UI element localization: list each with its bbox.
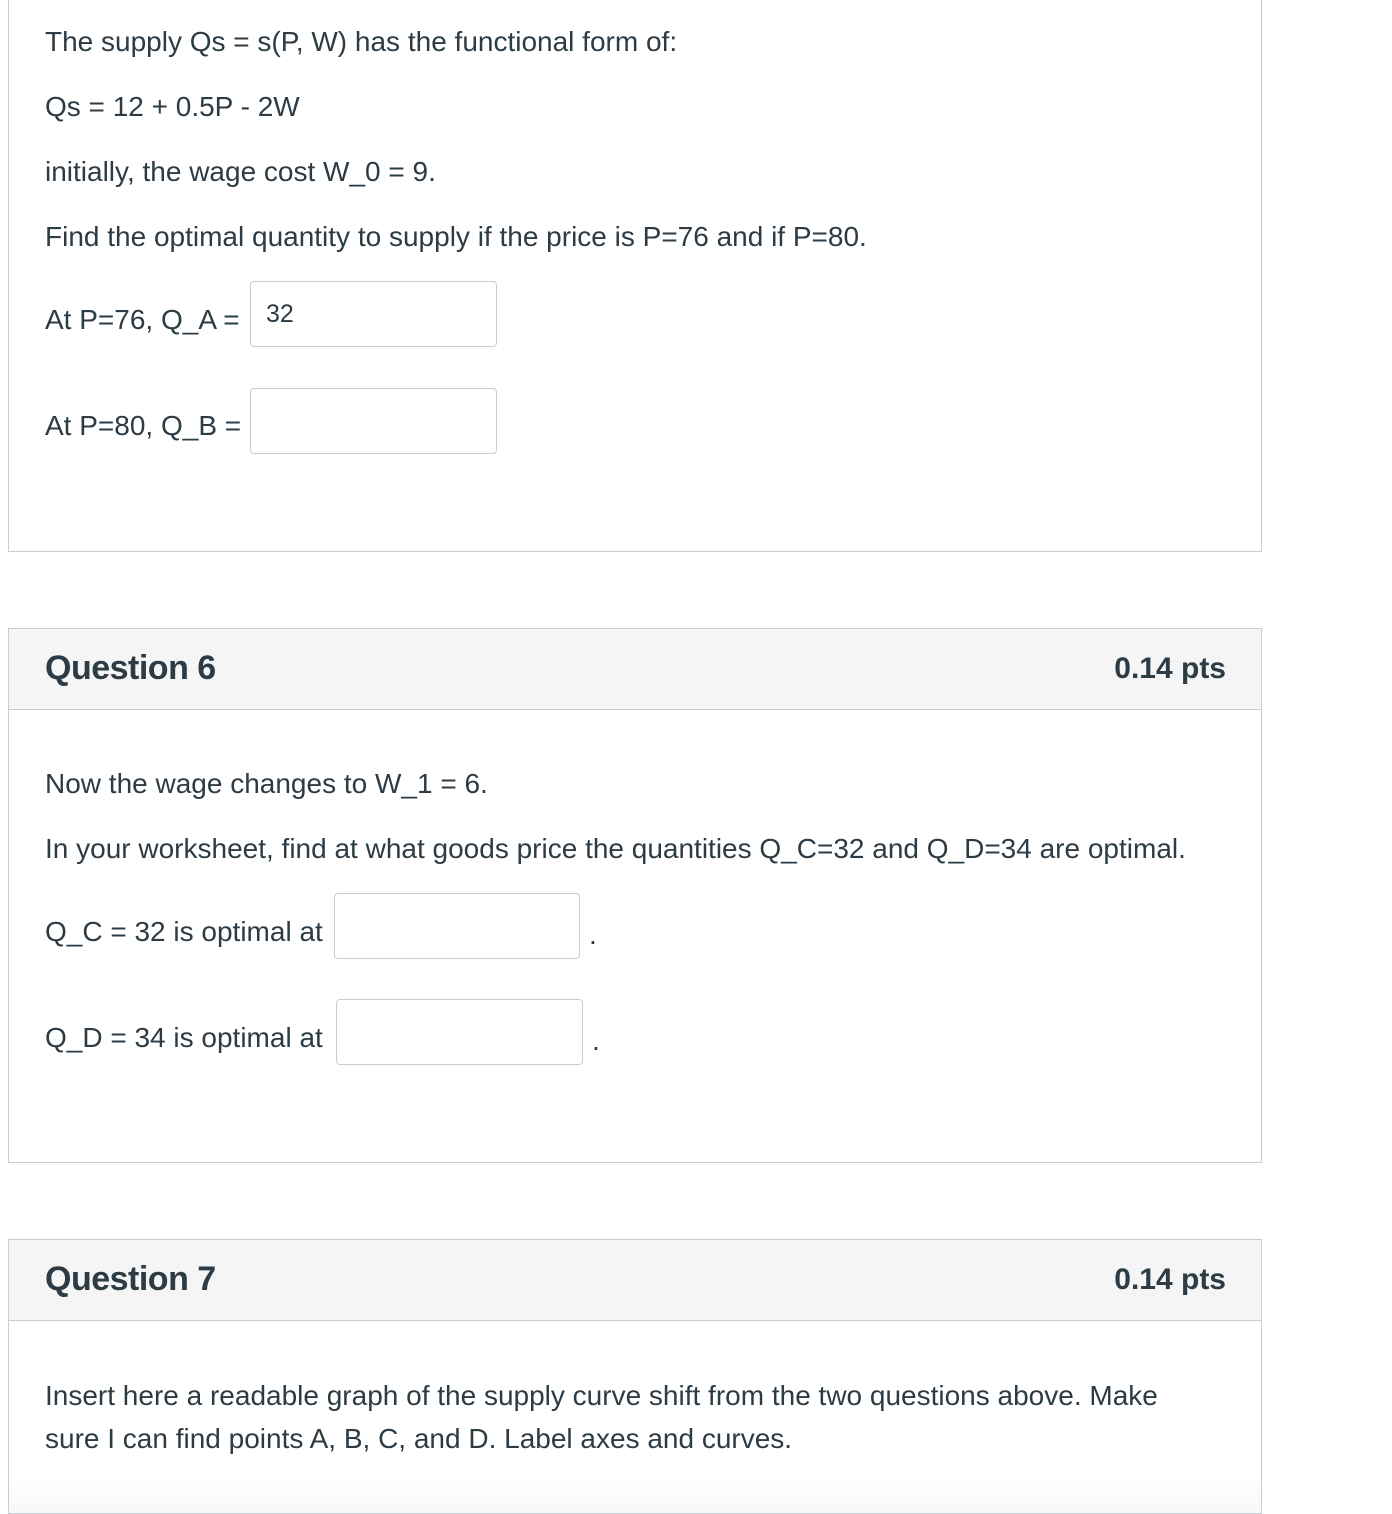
answer-d-label: Q_D = 34 is optimal at — [45, 1022, 323, 1053]
question-7-card — [8, 1239, 1262, 1514]
answer-d-period: . — [592, 1025, 600, 1056]
question-6-line-2: In your worksheet, find at what goods price the quantities Q_C=32 and Q_D=34 are optimal. — [45, 833, 1186, 864]
answer-b-label: At P=80, Q_B = — [45, 410, 242, 441]
question-6-points: 0.14 pts — [1114, 652, 1226, 685]
question-5-line-3: initially, the wage cost W_0 = 9. — [45, 156, 436, 187]
question-5-card — [8, 0, 1262, 552]
answer-a-input[interactable] — [250, 281, 497, 347]
question-6-card — [8, 628, 1262, 1163]
scroll-fade — [9, 1473, 1261, 1513]
question-7-title: Question 7 — [45, 1260, 216, 1298]
question-6-title: Question 6 — [45, 649, 216, 687]
question-7-text: Insert here a readable graph of the supply curve shift from the two questions above. Make sure I can find points A, B, C, and D. Label axes and curves. — [45, 1380, 1158, 1454]
question-7-points: 0.14 pts — [1114, 1263, 1226, 1296]
question-5-line-4: Find the optimal quantity to supply if the price is P=76 and if P=80. — [45, 221, 867, 252]
question-6-header — [9, 629, 1261, 710]
answer-b-input[interactable] — [250, 388, 497, 454]
answer-d-input[interactable] — [336, 999, 583, 1065]
answer-c-label: Q_C = 32 is optimal at — [45, 916, 323, 947]
answer-c-period: . — [589, 919, 597, 950]
question-5-line-1: The supply Qs = s(P, W) has the functional form of: — [45, 26, 678, 57]
answer-c-input[interactable] — [334, 893, 580, 959]
question-7-header — [9, 1240, 1261, 1321]
question-5-line-2: Qs = 12 + 0.5P - 2W — [45, 91, 300, 122]
question-6-line-1: Now the wage changes to W_1 = 6. — [45, 768, 488, 799]
answer-a-label: At P=76, Q_A = — [45, 304, 240, 335]
